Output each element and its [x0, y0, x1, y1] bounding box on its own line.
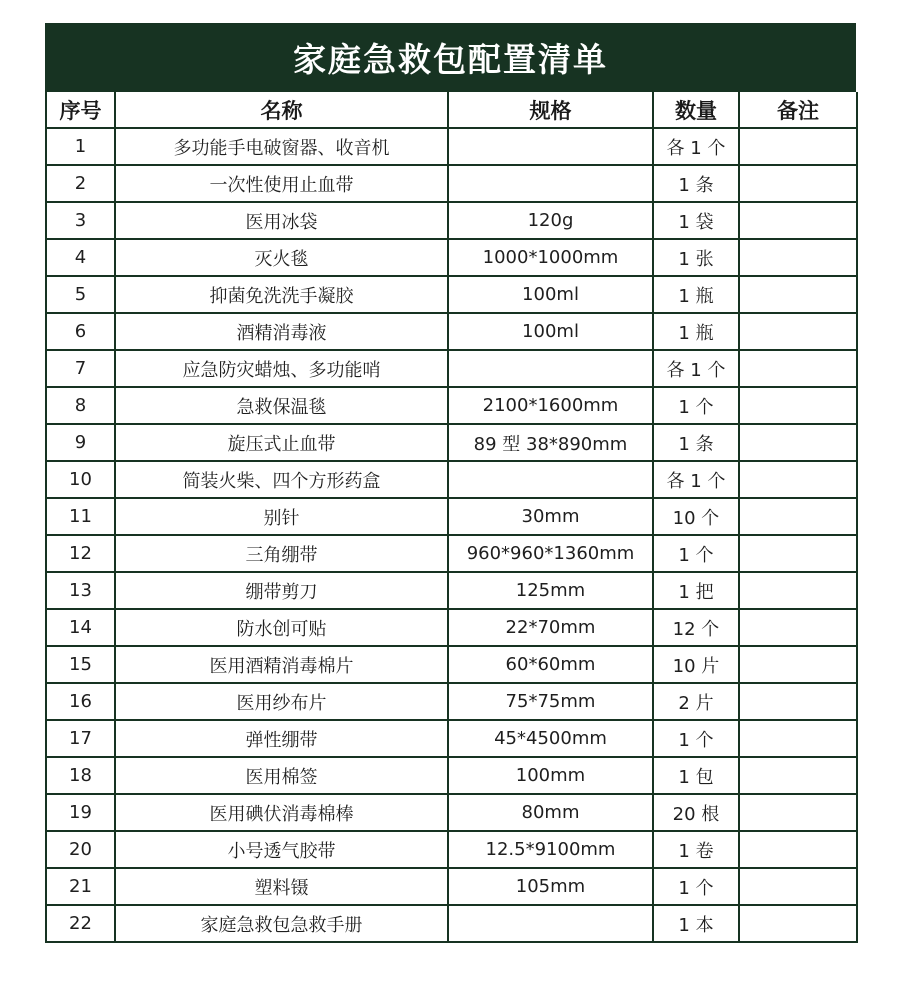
header-note: 备注 — [739, 92, 857, 128]
cell-no: 22 — [46, 905, 115, 942]
cell-name: 绷带剪刀 — [115, 572, 448, 609]
header-qty: 数量 — [653, 92, 739, 128]
cell-spec — [448, 128, 653, 165]
table-row — [46, 424, 857, 461]
cell-name: 医用冰袋 — [115, 202, 448, 239]
cell-name: 弹性绷带 — [115, 720, 448, 757]
cell-note — [739, 165, 857, 202]
cell-no: 7 — [46, 350, 115, 387]
cell-name: 抑菌免洗洗手凝胶 — [115, 276, 448, 313]
cell-note — [739, 905, 857, 942]
cell-note — [739, 128, 857, 165]
cell-qty: 1 本 — [653, 905, 739, 942]
cell-note — [739, 868, 857, 905]
cell-spec: 100ml — [448, 276, 653, 313]
cell-note — [739, 276, 857, 313]
cell-name: 酒精消毒液 — [115, 313, 448, 350]
cell-qty: 1 个 — [653, 535, 739, 572]
cell-spec: 2100*1600mm — [448, 387, 653, 424]
table-row — [46, 387, 857, 424]
cell-qty: 10 个 — [653, 498, 739, 535]
table-row — [46, 905, 857, 942]
cell-spec: 80mm — [448, 794, 653, 831]
table-header-row — [46, 92, 857, 128]
cell-spec: 12.5*9100mm — [448, 831, 653, 868]
cell-no: 17 — [46, 720, 115, 757]
cell-name: 三角绷带 — [115, 535, 448, 572]
table-body — [46, 128, 857, 942]
cell-no: 3 — [46, 202, 115, 239]
table-row — [46, 609, 857, 646]
cell-qty: 1 卷 — [653, 831, 739, 868]
cell-no: 20 — [46, 831, 115, 868]
cell-spec: 100mm — [448, 757, 653, 794]
cell-no: 9 — [46, 424, 115, 461]
cell-qty: 各 1 个 — [653, 461, 739, 498]
cell-name: 简装火柴、四个方形药盒 — [115, 461, 448, 498]
cell-qty: 1 把 — [653, 572, 739, 609]
cell-spec: 960*960*1360mm — [448, 535, 653, 572]
cell-note — [739, 794, 857, 831]
cell-no: 13 — [46, 572, 115, 609]
cell-name: 医用酒精消毒棉片 — [115, 646, 448, 683]
cell-no: 19 — [46, 794, 115, 831]
cell-qty: 1 张 — [653, 239, 739, 276]
cell-no: 8 — [46, 387, 115, 424]
checklist-sheet — [45, 23, 856, 943]
cell-no: 4 — [46, 239, 115, 276]
table-row — [46, 313, 857, 350]
cell-no: 15 — [46, 646, 115, 683]
cell-no: 11 — [46, 498, 115, 535]
cell-qty: 1 瓶 — [653, 276, 739, 313]
cell-qty: 1 条 — [653, 165, 739, 202]
cell-qty: 12 个 — [653, 609, 739, 646]
cell-no: 21 — [46, 868, 115, 905]
cell-spec: 60*60mm — [448, 646, 653, 683]
table-row — [46, 276, 857, 313]
cell-note — [739, 572, 857, 609]
table-row — [46, 128, 857, 165]
cell-note — [739, 646, 857, 683]
cell-qty: 各 1 个 — [653, 128, 739, 165]
cell-qty: 1 袋 — [653, 202, 739, 239]
page-title: 家庭急救包配置清单 — [45, 23, 856, 92]
cell-spec: 120g — [448, 202, 653, 239]
table-row — [46, 498, 857, 535]
cell-name: 小号透气胶带 — [115, 831, 448, 868]
table-row — [46, 646, 857, 683]
cell-note — [739, 202, 857, 239]
table-row — [46, 239, 857, 276]
header-no: 序号 — [46, 92, 115, 128]
cell-spec: 105mm — [448, 868, 653, 905]
cell-name: 旋压式止血带 — [115, 424, 448, 461]
cell-note — [739, 683, 857, 720]
cell-name: 一次性使用止血带 — [115, 165, 448, 202]
cell-spec: 22*70mm — [448, 609, 653, 646]
cell-spec — [448, 905, 653, 942]
header-spec: 规格 — [448, 92, 653, 128]
cell-no: 10 — [46, 461, 115, 498]
cell-name: 医用棉签 — [115, 757, 448, 794]
cell-name: 医用碘伏消毒棉棒 — [115, 794, 448, 831]
cell-note — [739, 609, 857, 646]
cell-note — [739, 239, 857, 276]
cell-qty: 10 片 — [653, 646, 739, 683]
cell-no: 16 — [46, 683, 115, 720]
cell-note — [739, 498, 857, 535]
cell-spec: 100ml — [448, 313, 653, 350]
table-row — [46, 683, 857, 720]
cell-name: 医用纱布片 — [115, 683, 448, 720]
cell-name: 别针 — [115, 498, 448, 535]
cell-qty: 1 个 — [653, 720, 739, 757]
cell-spec: 45*4500mm — [448, 720, 653, 757]
table-row — [46, 350, 857, 387]
cell-note — [739, 535, 857, 572]
cell-note — [739, 720, 857, 757]
cell-name: 多功能手电破窗器、收音机 — [115, 128, 448, 165]
cell-name: 塑料镊 — [115, 868, 448, 905]
cell-name: 应急防灾蜡烛、多功能哨 — [115, 350, 448, 387]
cell-spec: 1000*1000mm — [448, 239, 653, 276]
cell-spec — [448, 350, 653, 387]
table-row — [46, 165, 857, 202]
cell-spec — [448, 461, 653, 498]
cell-qty: 1 个 — [653, 387, 739, 424]
cell-spec: 30mm — [448, 498, 653, 535]
cell-qty: 1 条 — [653, 424, 739, 461]
table-row — [46, 461, 857, 498]
table-row — [46, 831, 857, 868]
cell-name: 家庭急救包急救手册 — [115, 905, 448, 942]
cell-note — [739, 424, 857, 461]
cell-qty: 1 包 — [653, 757, 739, 794]
cell-name: 急救保温毯 — [115, 387, 448, 424]
cell-note — [739, 313, 857, 350]
cell-spec: 89 型 38*890mm — [448, 424, 653, 461]
cell-note — [739, 461, 857, 498]
cell-no: 18 — [46, 757, 115, 794]
cell-qty: 20 根 — [653, 794, 739, 831]
cell-no: 6 — [46, 313, 115, 350]
cell-qty: 各 1 个 — [653, 350, 739, 387]
cell-name: 防水创可贴 — [115, 609, 448, 646]
item-table — [45, 92, 858, 943]
cell-qty: 2 片 — [653, 683, 739, 720]
table-row — [46, 868, 857, 905]
cell-no: 14 — [46, 609, 115, 646]
cell-no: 1 — [46, 128, 115, 165]
cell-note — [739, 350, 857, 387]
table-row — [46, 720, 857, 757]
cell-spec: 75*75mm — [448, 683, 653, 720]
cell-spec: 125mm — [448, 572, 653, 609]
cell-note — [739, 831, 857, 868]
table-row — [46, 202, 857, 239]
cell-qty: 1 个 — [653, 868, 739, 905]
table-row — [46, 572, 857, 609]
cell-no: 2 — [46, 165, 115, 202]
cell-note — [739, 757, 857, 794]
cell-no: 12 — [46, 535, 115, 572]
cell-spec — [448, 165, 653, 202]
table-row — [46, 535, 857, 572]
table-row — [46, 757, 857, 794]
header-name: 名称 — [115, 92, 448, 128]
cell-qty: 1 瓶 — [653, 313, 739, 350]
table-row — [46, 794, 857, 831]
cell-no: 5 — [46, 276, 115, 313]
cell-name: 灭火毯 — [115, 239, 448, 276]
cell-note — [739, 387, 857, 424]
